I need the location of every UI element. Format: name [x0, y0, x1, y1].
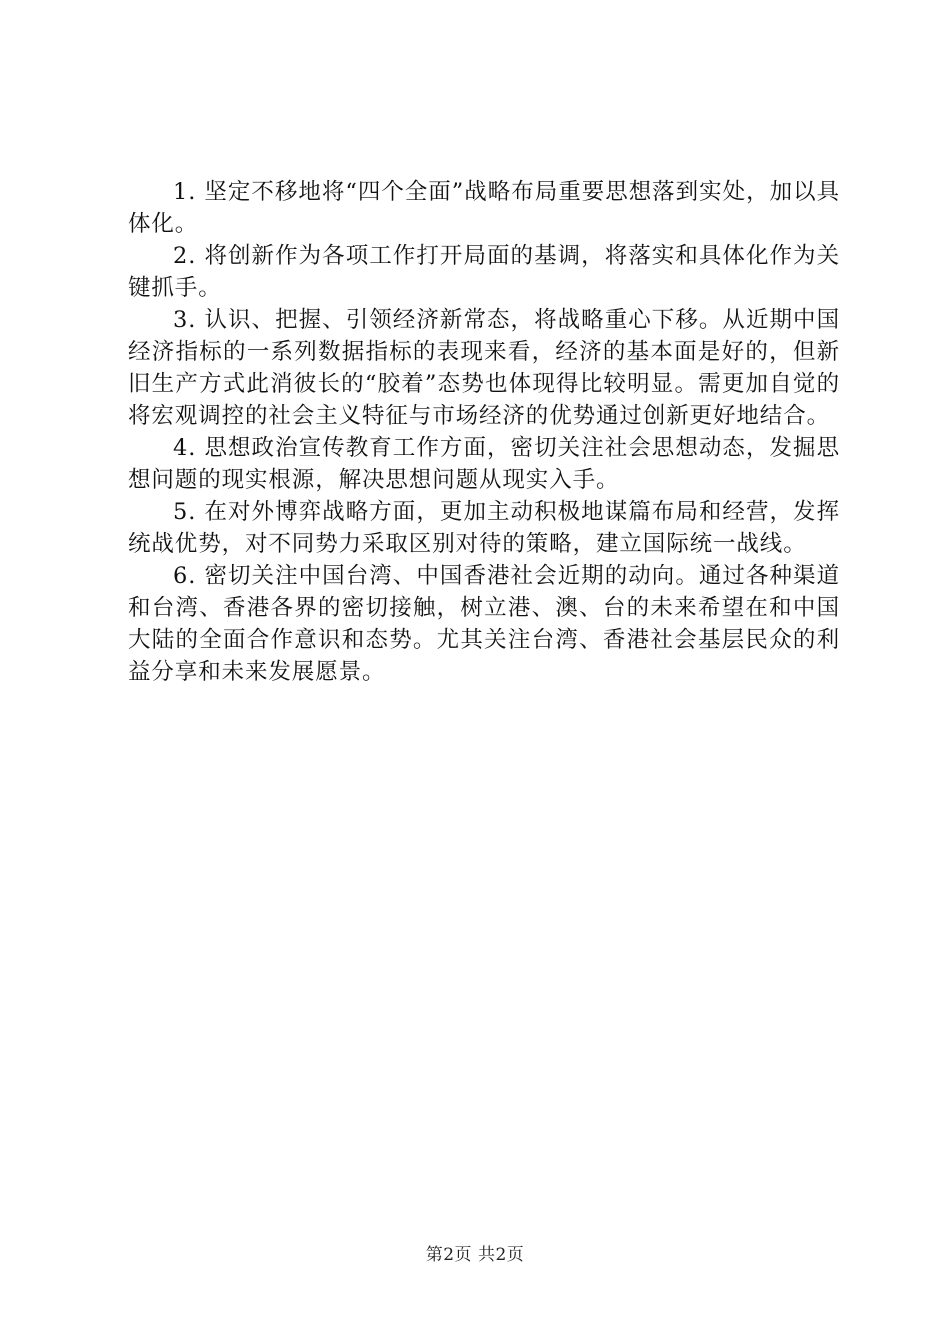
paragraph-item-6: 6. 密切关注中国台湾、中国香港社会近期的动向。通过各种渠道和台湾、香港各界的密切接触，树立港、澳、台的未来希望在和中国大陆的全面合作意识和态势。尤其关注台湾、香港社会基层民众的利益分享和未来发展愿景。 [128, 563, 840, 685]
paragraph-item-1: 1. 坚定不移地将“四个全面”战略布局重要思想落到实处，加以具体化。 [128, 179, 840, 237]
paragraph-item-2: 2. 将创新作为各项工作打开局面的基调，将落实和具体化作为关键抓手。 [128, 243, 840, 301]
paragraph-item-5: 5. 在对外博弈战略方面，更加主动积极地谋篇布局和经营，发挥统战优势，对不同势力采取区别对待的策略，建立国际统一战线。 [128, 499, 840, 557]
page-number-footer: 第2页 共2页 [425, 1245, 525, 1265]
paragraph-item-3: 3. 认识、把握、引领经济新常态，将战略重心下移。从近期中国经济指标的一系列数据指标的表现来看，经济的基本面是好的，但新旧生产方式此消彼长的“胶着”态势也体现得比较明显。需更加自觉的将宏观调控的社会主义特征与市场经济的优势通过创新更好地结合。 [128, 307, 840, 429]
paragraph-item-4: 4. 思想政治宣传教育工作方面，密切关注社会思想动态，发掘思想问题的现实根源，解决思想问题从现实入手。 [128, 435, 840, 493]
document-body [128, 176, 840, 688]
